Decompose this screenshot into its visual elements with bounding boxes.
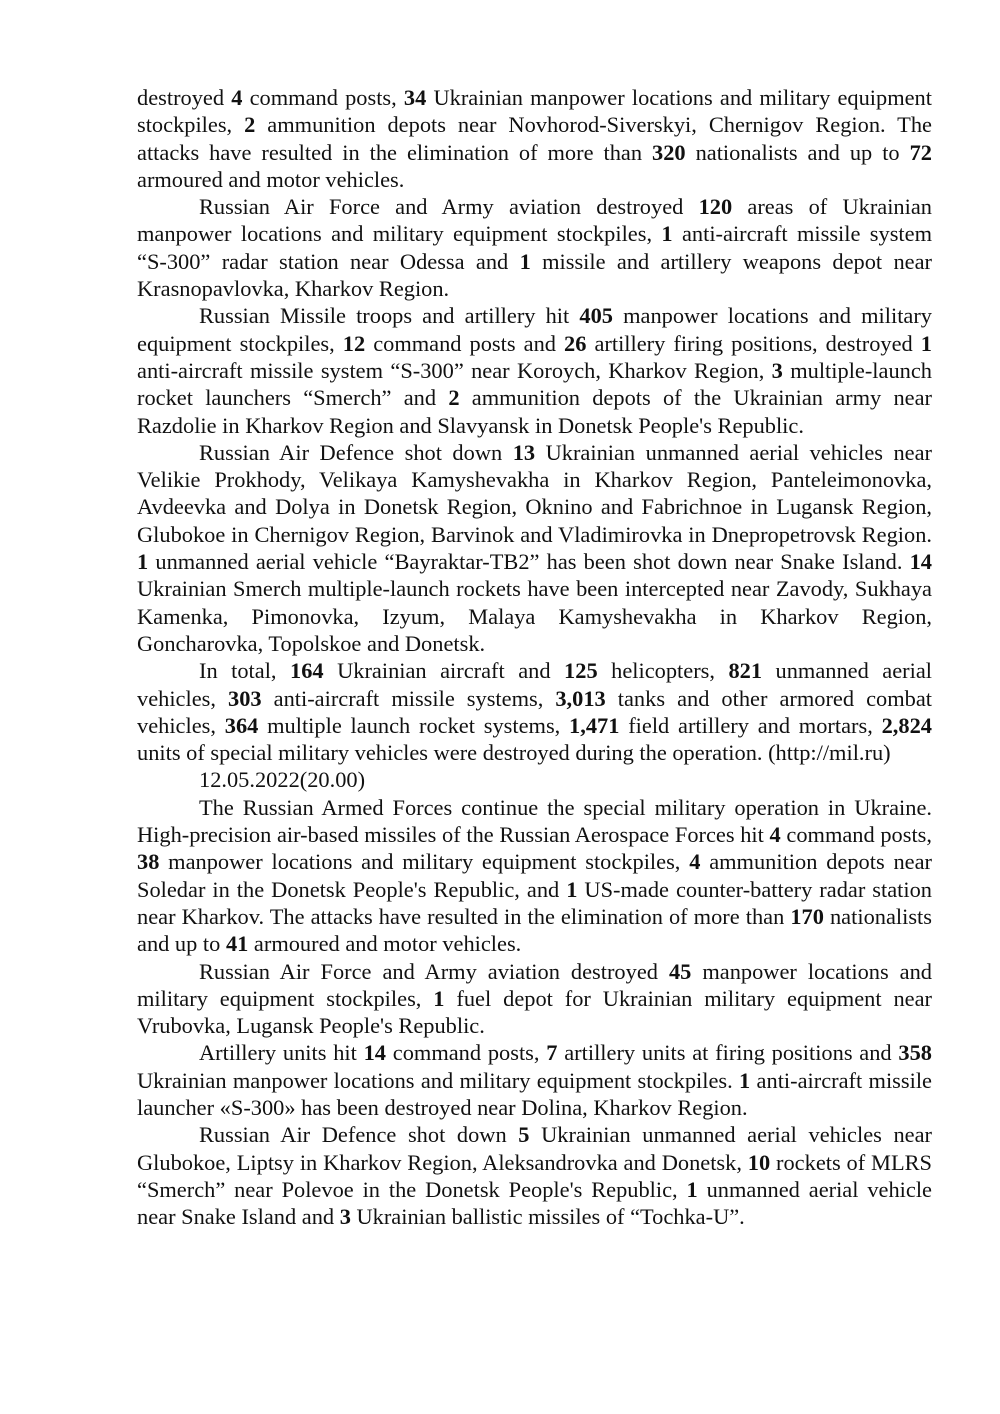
text-run: ammunition depots near Novhorod-Siverskyi, Chernigov Region. The attacks have resulted in the elimination of more than — [137, 112, 932, 165]
paragraph — [137, 302, 932, 438]
document-body — [137, 84, 932, 1230]
text-run: US-made counter-battery radar station near Kharkov. The attacks have resulted in the elimination of more than — [137, 876, 932, 929]
text-run: Russian Air Defence shot down — [199, 439, 513, 465]
text-run: unmanned aerial vehicles, — [137, 658, 932, 711]
bold-figure: 5 — [518, 1122, 530, 1148]
bold-figure: 1 — [433, 985, 445, 1011]
text-run: unmanned aerial vehicle near Snake Island and — [137, 1176, 932, 1230]
bold-figure: 4 — [769, 822, 781, 848]
bold-figure: 364 — [224, 712, 259, 738]
bold-figure: 358 — [898, 1040, 932, 1066]
text-run: Russian Air Force and Army aviation destroyed — [199, 958, 669, 984]
bold-figure: 1 — [920, 330, 932, 356]
bold-figure: 2 — [448, 385, 460, 411]
bold-figure: 1 — [686, 1176, 698, 1202]
bold-figure: 1 — [519, 248, 531, 274]
bold-figure: 3 — [771, 357, 783, 383]
text-run: Ukrainian aircraft and — [323, 658, 565, 684]
text-run: ammunition depots of the Ukrainian army near Razdolie in Kharkov Region and Slavyansk in Donetsk People's Republic. — [137, 385, 932, 438]
paragraph — [137, 1039, 932, 1121]
text-run: anti-aircraft missile launcher «S-300» has been destroyed near Dolina, Kharkov Region. — [137, 1067, 932, 1120]
bold-figure: 45 — [668, 958, 692, 984]
bold-figure: 38 — [137, 849, 160, 875]
text-run: Russian Air Defence shot down — [199, 1122, 519, 1148]
text-run: helicopters, — [597, 658, 729, 684]
paragraph — [137, 193, 932, 302]
text-run: Ukrainian manpower locations and military equipment stockpiles, — [137, 85, 932, 138]
bold-figure: 1,471 — [569, 712, 620, 738]
bold-figure: 405 — [579, 303, 613, 329]
text-run: fuel depot for Ukrainian military equipment near Vrubovka, Lugansk People's Republic. — [137, 985, 932, 1039]
text-run: Ukrainian unmanned aerial vehicles near Velikie Prokhody, Velikaya Kamyshevakha in Kharkov Region, Panteleimonovka, Avdeevka and Dolya in Donetsk Region, Oknino and Fabrichnoe in Lugansk Region, Glubokoe in Chernigov Region, Barvinok and Vladimirovka in Dnepropetrovsk Region. — [137, 439, 933, 547]
text-run: manpower locations and military equipment stockpiles, — [137, 303, 933, 356]
text-run: nationalists and up to — [685, 139, 910, 165]
text-run: ammunition depots near Soledar in the Donetsk People's Republic, and — [137, 849, 932, 902]
text-run: anti-aircraft missile system “S-300” near Koroych, Kharkov Region, — [137, 357, 772, 383]
text-run: artillery units at firing positions and — [557, 1040, 899, 1066]
text-run: manpower locations and military equipment stockpiles, — [137, 958, 932, 1011]
text-run: field artillery and mortars, — [619, 712, 882, 738]
bold-figure: 14 — [909, 549, 932, 575]
bold-figure: 72 — [909, 139, 932, 165]
bold-figure: 1 — [137, 549, 149, 575]
bold-figure: 125 — [564, 658, 598, 684]
bold-figure: 1 — [566, 876, 578, 902]
paragraph — [137, 439, 932, 657]
bold-figure: 303 — [228, 685, 262, 711]
text-run: command posts, — [242, 85, 404, 110]
text-run: anti-aircraft missile system “S-300” radar station near Odessa and — [137, 221, 932, 274]
text-run: multiple launch rocket systems, — [258, 712, 570, 738]
bold-figure: 164 — [290, 658, 324, 684]
text-run: Ukrainian ballistic missiles of “Tochka-U”. — [350, 1204, 745, 1230]
text-run: command posts, — [780, 822, 932, 848]
bold-figure: 41 — [225, 931, 249, 957]
text-run: areas of Ukrainian manpower locations and military equipment stockpiles, — [137, 194, 932, 247]
text-run: unmanned aerial vehicle “Bayraktar-TB2” has been shot down near Snake Island. — [148, 549, 910, 575]
text-run: anti-aircraft missile systems, — [261, 685, 556, 711]
bold-figure: 3 — [339, 1204, 351, 1230]
bold-figure: 14 — [363, 1040, 386, 1066]
paragraph — [137, 657, 932, 766]
bold-figure: 2 — [244, 112, 256, 138]
text-run: command posts, — [386, 1040, 547, 1066]
bold-figure: 12 — [342, 330, 366, 356]
text-run: armoured and motor vehicles. — [137, 166, 405, 192]
text-run: Ukrainian manpower locations and military equipment stockpiles. — [137, 1067, 740, 1093]
bold-figure: 3,013 — [555, 685, 606, 711]
bold-figure: 1 — [739, 1067, 751, 1093]
paragraph — [137, 1121, 932, 1230]
text-run: Artillery units hit — [199, 1040, 364, 1066]
bold-figure: 34 — [403, 85, 427, 110]
text-run: armoured and motor vehicles. — [248, 931, 522, 957]
bold-figure: 4 — [231, 85, 243, 110]
text-run: rockets of MLRS “Smerch” near Polevoe in the Donetsk People's Republic, — [137, 1149, 933, 1202]
text-run: tanks and other armored combat vehicles, — [137, 685, 932, 738]
bold-figure: 120 — [698, 194, 733, 220]
text-run: multiple-launch rocket launchers “Smerch” and — [137, 357, 932, 411]
text-run: manpower locations and military equipment stockpiles, — [159, 849, 690, 875]
text-run: missile and artillery weapons depot near Krasnopavlovka, Kharkov Region. — [137, 248, 932, 302]
bold-figure: 7 — [546, 1040, 558, 1066]
text-run: Ukrainian unmanned aerial vehicles near Glubokoe, Liptsy in Kharkov Region, Aleksandrovka and Donetsk, — [137, 1122, 933, 1175]
bold-figure: 1 — [661, 221, 673, 247]
text-run: In total, — [199, 658, 291, 684]
bold-figure: 320 — [652, 139, 686, 165]
text-run: destroyed — [137, 85, 232, 110]
text-run: units of special military vehicles were destroyed during the operation. (http://mil.ru) — [137, 740, 891, 766]
text-run: The Russian Armed Forces continue the special military operation in Ukraine. High-precision air-based missiles of the Russian Aerospace Forces hit — [137, 794, 932, 848]
text-run: artillery firing positions, destroyed — [586, 330, 921, 356]
text-run: 12.05.2022(20.00) — [199, 767, 366, 793]
text-run: nationalists and up to — [137, 903, 932, 957]
text-run: Russian Missile troops and artillery hit — [199, 303, 580, 329]
bold-figure: 2,824 — [881, 712, 932, 738]
date-line — [137, 766, 932, 793]
paragraph — [137, 84, 932, 193]
bold-figure: 4 — [689, 849, 701, 875]
bold-figure: 26 — [564, 330, 587, 356]
bold-figure: 821 — [728, 658, 763, 684]
paragraph — [137, 794, 932, 958]
bold-figure: 170 — [790, 903, 824, 929]
text-run: Russian Air Force and Army aviation destroyed — [199, 194, 699, 220]
bold-figure: 10 — [747, 1149, 771, 1175]
bold-figure: 13 — [512, 439, 536, 465]
paragraph — [137, 958, 932, 1040]
text-run: Ukrainian Smerch multiple-launch rockets have been intercepted near Zavody, Sukhaya Kamenka, Pimonovka, Izyum, Malaya Kamyshevakha in Kharkov Region, Goncharovka, Topolskoe and Donetsk. — [137, 576, 932, 656]
text-run: command posts and — [365, 330, 565, 356]
